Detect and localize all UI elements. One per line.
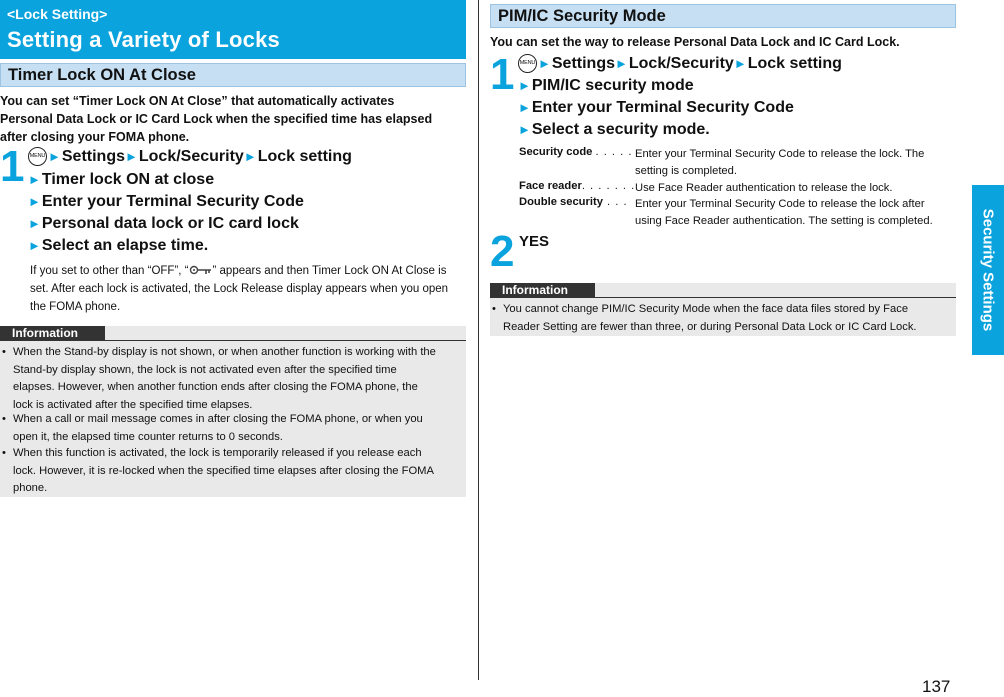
option-term-label: Security code (519, 146, 593, 158)
section-heading-timer-lock: Timer Lock ON At Close (0, 63, 466, 87)
intro-line: You can set “Timer Lock ON At Close” that automatically activates (0, 94, 395, 108)
option-desc-double-security (635, 196, 959, 230)
option-desc-line: Enter your Terminal Security Code to release the lock. The (635, 148, 925, 160)
page-title-banner (0, 0, 466, 59)
arrow-icon: ► (615, 56, 628, 71)
arrow-icon: ► (28, 216, 41, 231)
arrow-icon: ► (125, 149, 138, 164)
arrow-icon: ► (28, 194, 41, 209)
note-line: set. After each lock is activated, the Lock Release display appears when you open (30, 283, 449, 295)
option-term-security-code (519, 146, 632, 158)
bullet-line: Stand-by display shown, the lock is not activated even after the specified time (13, 363, 397, 376)
bullet-line: lock is activated after the specified time elapses. (13, 398, 253, 411)
arrow-icon: ► (538, 56, 551, 71)
page-title: Setting a Variety of Locks (7, 27, 280, 52)
step-item-yes: YES (519, 233, 550, 250)
arrow-icon: ► (28, 238, 41, 253)
step-item (518, 75, 694, 97)
step-item (28, 191, 304, 213)
pim-ic-intro: You can set the way to release Personal Data Lock and IC Card Lock. (490, 35, 900, 49)
bullet-line: lock. However, it is re-locked when the specified time elapses after closing the FOMA (13, 464, 434, 477)
bullet-line: open it, the elapsed time counter returns to 0 seconds. (13, 430, 283, 443)
step-item-label: Timer lock ON at close (41, 171, 215, 188)
bullet-line: When this function is activated, the lock is temporarily released if you release each (13, 447, 422, 459)
note-line: the FOMA phone. (30, 301, 121, 313)
option-term-face-reader (519, 180, 635, 192)
arrow-icon: ► (518, 122, 531, 137)
timer-lock-note (30, 262, 466, 316)
step-item-label: Personal data lock or IC card lock (41, 215, 299, 232)
key-lock-icon (189, 264, 213, 278)
option-leader: . . . . . (595, 146, 633, 158)
step-item-label: PIM/IC security mode (531, 77, 694, 94)
section-heading-pim-ic: PIM/IC Security Mode (490, 4, 956, 28)
bullet-line: Reader Setting are fewer than three, or during Personal Data Lock or IC Card Lock. (503, 320, 917, 333)
note-text: If you set to other than “OFF”, “ (30, 265, 189, 277)
information-label: Information (490, 283, 595, 298)
option-leader: . . . (602, 196, 628, 208)
chapter-tab-label-wrap (972, 185, 1004, 355)
step-path (28, 146, 352, 168)
step-item (28, 235, 208, 257)
information-label: Information (0, 326, 105, 341)
step-path-item: Lock/Security (138, 148, 244, 165)
step-number: 1 (0, 142, 25, 191)
menu-key-icon: MENU (518, 54, 537, 73)
step-path-item: Lock setting (257, 148, 352, 165)
intro-line: Personal Data Lock or IC Card Lock when the specified time has elapsed (0, 112, 433, 126)
step-item-label: Enter your Terminal Security Code (41, 193, 304, 210)
step-path-item: Lock/Security (628, 55, 734, 72)
option-desc-security-code (635, 146, 955, 180)
option-term-double-security (519, 196, 628, 208)
step-path-item: Lock setting (747, 55, 842, 72)
arrow-icon: ► (48, 149, 61, 164)
arrow-icon: ► (733, 56, 747, 71)
info-bullet (2, 344, 464, 414)
step-number: 2 (490, 227, 515, 276)
title-category: <Lock Setting> (7, 6, 108, 22)
bullet-line: You cannot change PIM/IC Security Mode when the face data files stored by Face (503, 303, 909, 315)
option-term-label: Double security (519, 196, 603, 208)
option-desc-face-reader (635, 180, 955, 197)
step-path-item: Settings (61, 148, 125, 165)
bullet-line: phone. (13, 482, 48, 494)
option-desc-line: Enter your Terminal Security Code to release the lock after (635, 198, 925, 210)
bullet-line: When a call or mail message comes in after closing the FOMA phone, or when you (13, 413, 423, 425)
chapter-tab-label: Security Settings (979, 208, 997, 332)
arrow-icon: ► (518, 78, 531, 93)
option-desc-line: using Face Reader authentication. The setting is completed. (635, 215, 933, 227)
step-item-label: Select a security mode. (531, 121, 710, 138)
bullet-icon: • (2, 413, 6, 425)
step-item (518, 119, 710, 141)
info-bullet (2, 411, 464, 446)
step-item-label: Enter your Terminal Security Code (531, 99, 794, 116)
option-term-label: Face reader (519, 180, 582, 192)
info-bullet (492, 301, 954, 336)
bullet-icon: • (2, 346, 6, 358)
column-divider (478, 0, 479, 680)
arrow-icon: ► (28, 172, 41, 187)
bullet-icon: • (2, 447, 6, 459)
bullet-line: When the Stand-by display is not shown, or when another function is working with the (13, 346, 436, 358)
bullet-icon: • (492, 303, 496, 315)
step-item (518, 97, 794, 119)
intro-line: after closing your FOMA phone. (0, 130, 190, 144)
menu-key-icon: MENU (28, 147, 47, 166)
timer-lock-intro (0, 92, 466, 146)
step-path (518, 53, 842, 75)
arrow-icon: ► (243, 149, 257, 164)
option-desc-line: setting is completed. (635, 165, 737, 177)
step-item (28, 169, 214, 191)
bullet-line: elapses. However, when another function ends after closing the FOMA phone, the (13, 381, 418, 393)
note-line (30, 262, 466, 280)
step-path-item: Settings (551, 55, 615, 72)
info-bullet (2, 445, 464, 498)
step-item (28, 213, 299, 235)
note-text: ” appears and then Timer Lock ON At Close is (212, 265, 447, 277)
step-item-label: Select an elapse time. (41, 237, 209, 254)
option-desc-line: Use Face Reader authentication to release the lock. (635, 182, 893, 194)
arrow-icon: ► (518, 100, 531, 115)
page-number: 137 (922, 677, 951, 696)
option-leader: . . . . . . . (581, 180, 636, 192)
step-number: 1 (490, 50, 515, 99)
